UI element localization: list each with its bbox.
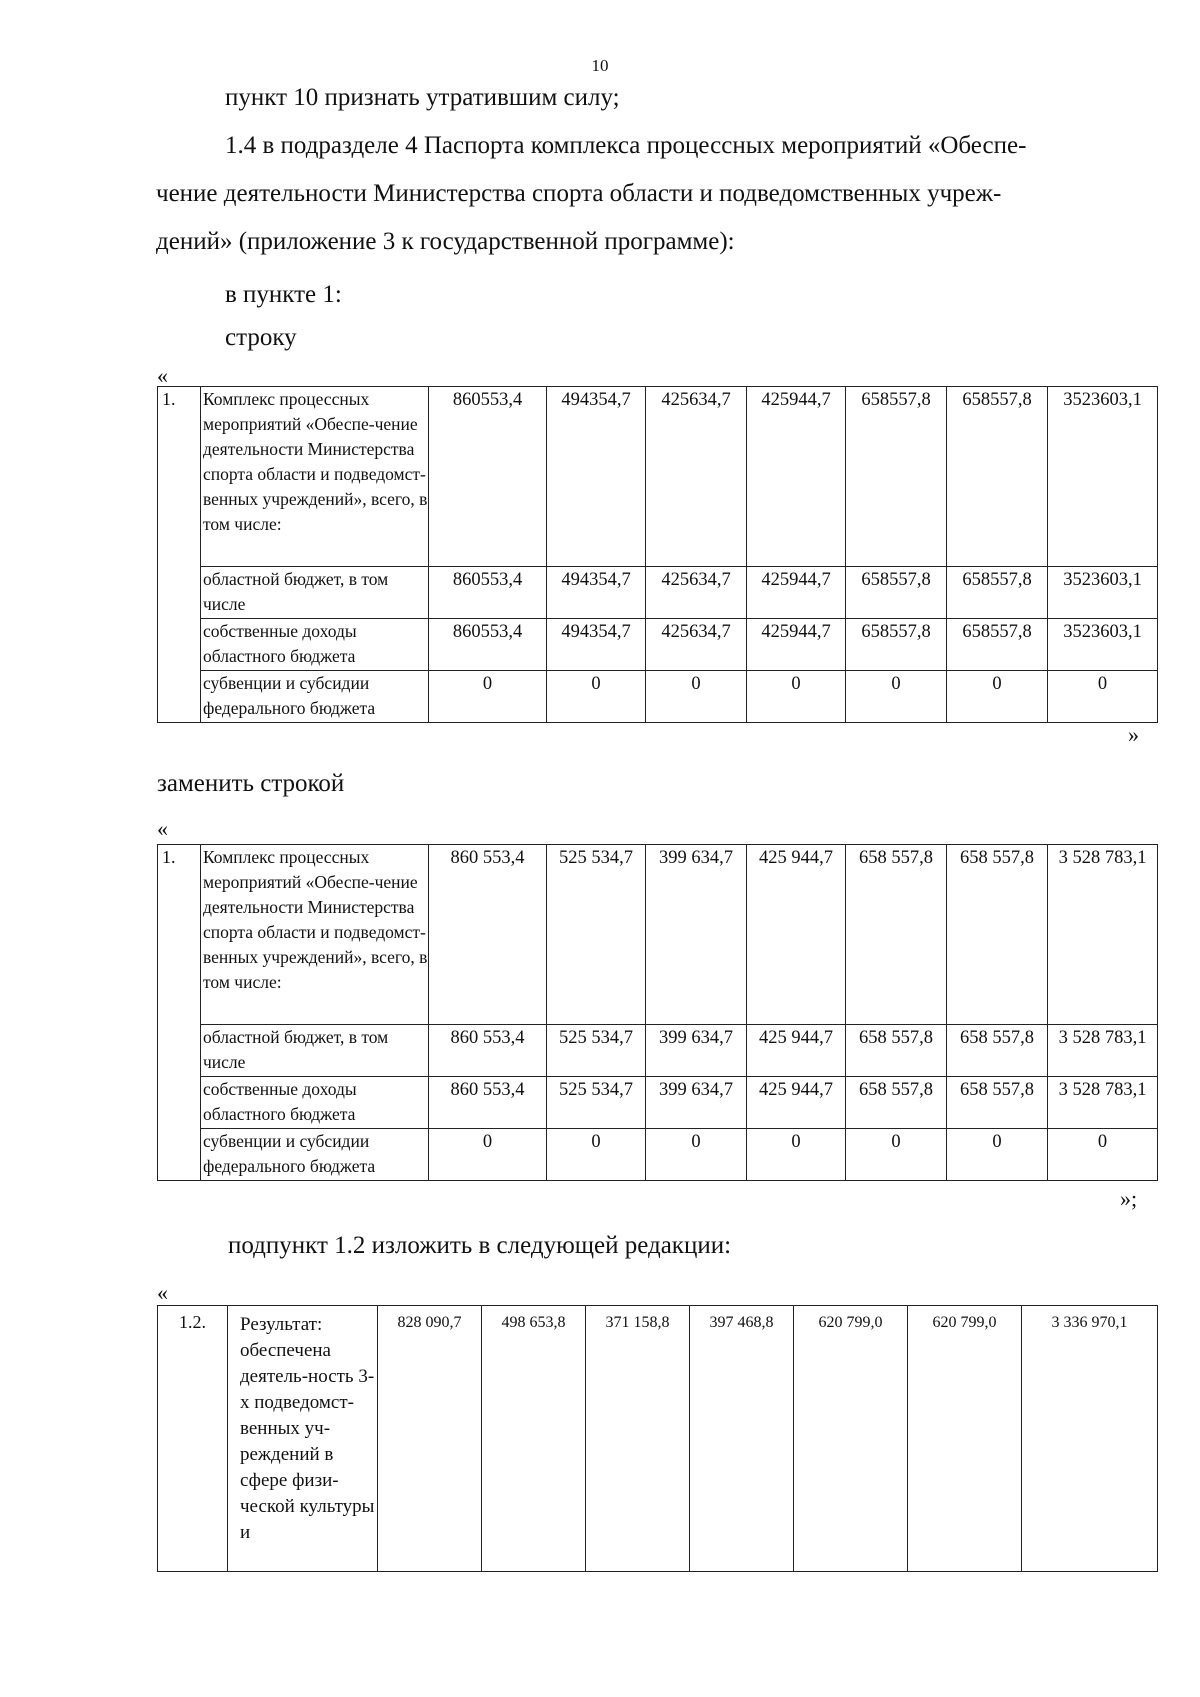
new-regional-value-2: 525 534,7 [547,1025,646,1077]
new-own-income-value-2: 525 534,7 [547,1077,646,1129]
old-federal-label: субвенции и субсидии федерального бюджета [201,671,429,723]
new-own-income-value-7: 3 528 783,1 [1048,1077,1158,1129]
old-total-value-5: 658557,8 [846,387,947,567]
old-row-own-income [158,619,1158,671]
new-regional-label: областной бюджет, в том числе [201,1025,429,1077]
old-own-income-value-5: 658557,8 [846,619,947,671]
new-row-index: 1. [158,845,201,1181]
old-own-income-value-7: 3523603,1 [1048,619,1158,671]
old-total-label: Комплекс процессных мероприятий «Обеспе-чение деятельности Министерства спорта области и подведомст-венных учреждений», всего, в том числе: [201,387,429,567]
old-own-income-value-4: 425944,7 [747,619,846,671]
old-regional-label: областной бюджет, в том числе [201,567,429,619]
new-row-table [157,844,1158,1181]
old-regional-value-7: 3523603,1 [1048,567,1158,619]
new-own-income-value-4: 425 944,7 [747,1077,846,1129]
new-federal-value-6: 0 [947,1129,1048,1181]
new-federal-value-2: 0 [547,1129,646,1181]
old-federal-value-4: 0 [747,671,846,723]
new-own-income-value-6: 658 557,8 [947,1077,1048,1129]
page-number: 10 [591,56,609,75]
old-row-index: 1. [158,387,201,723]
new-federal-value-5: 0 [846,1129,947,1181]
new-regional-value-6: 658 557,8 [947,1025,1048,1077]
old-federal-value-5: 0 [846,671,947,723]
old-federal-value-7: 0 [1048,671,1158,723]
new-row-own-income [158,1077,1158,1129]
new-row-total [158,845,1158,1025]
result-value-2: 498 653,8 [482,1306,586,1572]
old-regional-value-2: 494354,7 [547,567,646,619]
old-row-regional [158,567,1158,619]
old-regional-value-5: 658557,8 [846,567,947,619]
old-regional-value-6: 658557,8 [947,567,1048,619]
new-regional-value-4: 425 944,7 [747,1025,846,1077]
new-own-income-value-3: 399 634,7 [646,1077,747,1129]
old-federal-value-2: 0 [547,671,646,723]
old-own-income-value-2: 494354,7 [547,619,646,671]
result-value-6: 620 799,0 [908,1306,1022,1572]
result-value-4: 397 468,8 [690,1306,794,1572]
new-federal-value-1: 0 [429,1129,547,1181]
new-regional-value-1: 860 553,4 [429,1025,547,1077]
open-quote-3: « [157,1280,168,1305]
new-row-regional [158,1025,1158,1077]
paragraph-subpoint-1-2: подпункт 1.2 изложить в следующей редакции: [228,1232,732,1259]
new-regional-value-5: 658 557,8 [846,1025,947,1077]
new-own-income-label: собственные доходы областного бюджета [201,1077,429,1129]
open-quote-2: « [157,816,168,841]
old-regional-value-3: 425634,7 [646,567,747,619]
new-total-value-5: 658 557,8 [846,845,947,1025]
result-index: 1.2. [158,1306,228,1572]
close-quote-2: »; [1120,1186,1138,1211]
result-label: Результат: обеспечена деятель-ность 3-х подведомст-венных уч-реждений в сфере физи-ческой культуры и [228,1306,378,1572]
new-total-label: Комплекс процессных мероприятий «Обеспе-чение деятельности Министерства спорта области и подведомст-венных учреждений», всего, в том числе: [201,845,429,1025]
old-regional-value-1: 860553,4 [429,567,547,619]
paragraph-item-10-repealed: пункт 10 признать утратившим силу; [225,84,620,111]
close-quote-1: » [1128,722,1139,747]
result-row [158,1306,1158,1572]
new-own-income-value-5: 658 557,8 [846,1077,947,1129]
result-value-3: 371 158,8 [586,1306,690,1572]
paragraph-1-4-line-3: дений» (приложение 3 к государственной программе): [156,228,735,255]
new-federal-value-3: 0 [646,1129,747,1181]
old-row-table [157,386,1158,723]
old-own-income-value-3: 425634,7 [646,619,747,671]
paragraph-1-4-line-2: чение деятельности Министерства спорта области и подведомственных учреж- [156,180,1002,207]
open-quote-1: « [157,363,168,388]
old-total-value-2: 494354,7 [547,387,646,567]
new-regional-value-3: 399 634,7 [646,1025,747,1077]
old-total-value-6: 658557,8 [947,387,1048,567]
new-total-value-1: 860 553,4 [429,845,547,1025]
paragraph-1-4-line-1: 1.4 в подразделе 4 Паспорта комплекса процессных мероприятий «Обеспе- [225,132,1027,159]
paragraph-in-point-1: в пункте 1: [225,281,342,308]
old-federal-value-6: 0 [947,671,1048,723]
old-row-federal [158,671,1158,723]
new-total-value-4: 425 944,7 [747,845,846,1025]
new-total-value-6: 658 557,8 [947,845,1048,1025]
old-federal-value-3: 0 [646,671,747,723]
new-federal-value-7: 0 [1048,1129,1158,1181]
new-federal-value-4: 0 [747,1129,846,1181]
old-total-value-7: 3523603,1 [1048,387,1158,567]
old-own-income-value-1: 860553,4 [429,619,547,671]
paragraph-row-word: строку [225,324,297,351]
old-own-income-label: собственные доходы областного бюджета [201,619,429,671]
old-total-value-3: 425634,7 [646,387,747,567]
new-row-federal [158,1129,1158,1181]
replace-with-row-text: заменить строкой [157,770,345,797]
old-regional-value-4: 425944,7 [747,567,846,619]
old-row-total [158,387,1158,567]
old-total-value-1: 860553,4 [429,387,547,567]
new-total-value-7: 3 528 783,1 [1048,845,1158,1025]
old-total-value-4: 425944,7 [747,387,846,567]
new-own-income-value-1: 860 553,4 [429,1077,547,1129]
old-own-income-value-6: 658557,8 [947,619,1048,671]
result-value-7: 3 336 970,1 [1022,1306,1158,1572]
old-federal-value-1: 0 [429,671,547,723]
result-value-1: 828 090,7 [378,1306,482,1572]
new-federal-label: субвенции и субсидии федерального бюджета [201,1129,429,1181]
subpoint-1-2-table [157,1305,1158,1572]
new-total-value-3: 399 634,7 [646,845,747,1025]
new-regional-value-7: 3 528 783,1 [1048,1025,1158,1077]
new-total-value-2: 525 534,7 [547,845,646,1025]
result-value-5: 620 799,0 [794,1306,908,1572]
